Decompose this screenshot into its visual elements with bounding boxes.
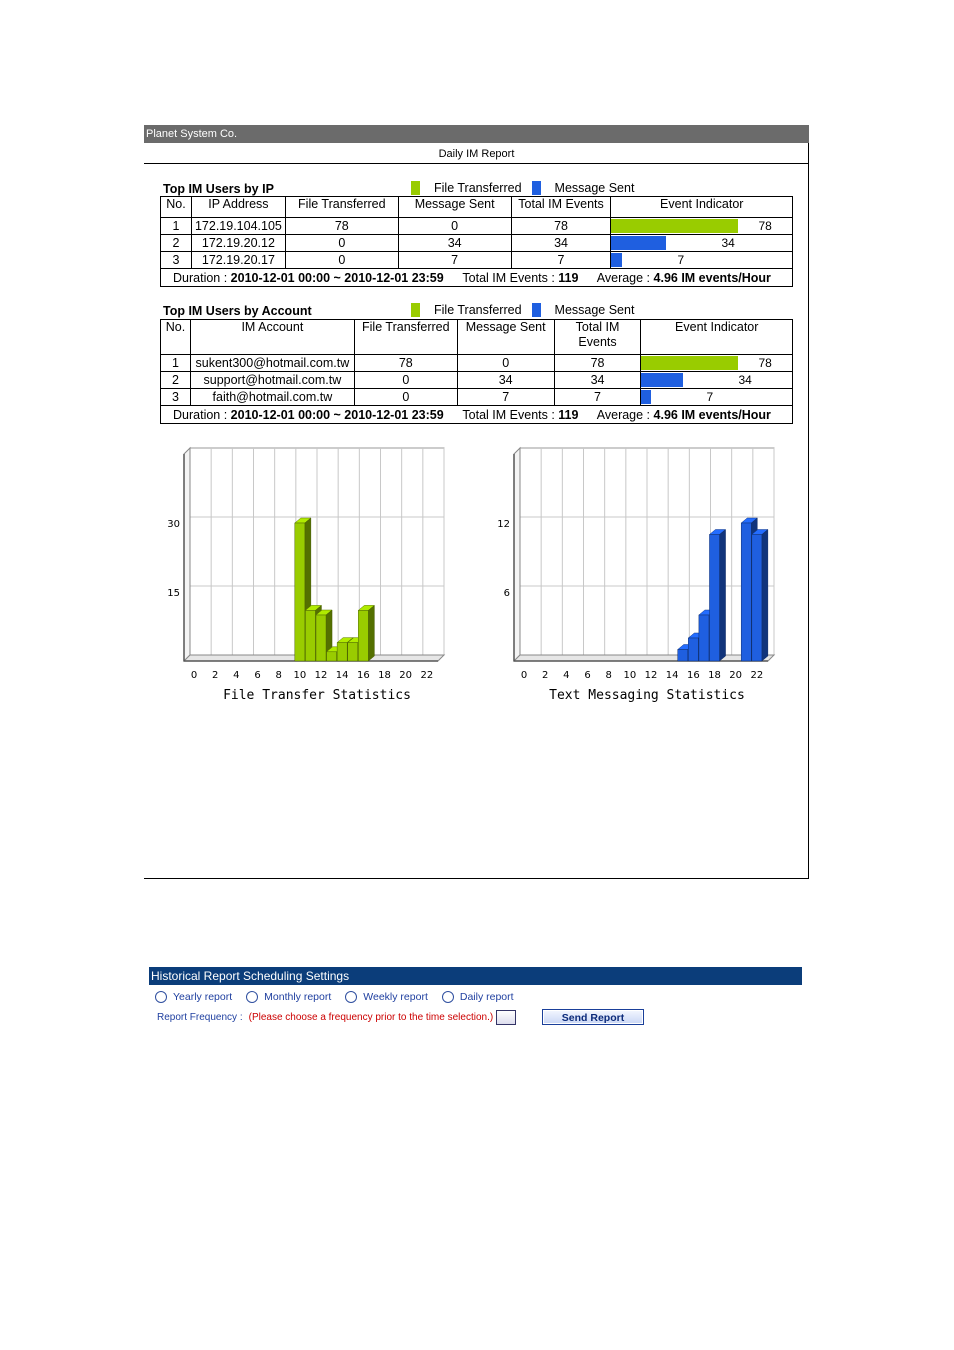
row-file: 0 [354,389,457,406]
event-indicator-value: 7 [706,390,714,404]
average-value: 4.96 IM events/Hour [653,407,771,422]
row-msg: 34 [457,372,554,389]
table-row [161,218,793,235]
row-no: 1 [161,218,192,235]
daily-label: Daily report [459,991,514,1003]
average-value: 4.96 IM events/Hour [653,270,771,285]
x-tick-label: 20 [399,670,413,681]
event-indicator-bar [641,390,651,404]
event-indicator-value: 34 [738,373,752,387]
event-indicator-value: 7 [677,253,685,267]
table-row [161,389,793,406]
x-tick-label: 20 [729,670,743,681]
event-indicator-value: 78 [758,219,772,233]
chart-side-wall [184,448,190,661]
row-file: 0 [285,252,398,269]
chart-bar-front [316,615,326,661]
table-row [161,372,793,389]
y-tick-label: 12 [497,519,510,530]
col-header-total: Total IM Events [511,197,611,218]
chart-bar-front [358,610,368,661]
average-label: Average : [596,270,654,285]
chart-bar-front [348,643,358,661]
x-tick-label: 22 [750,670,764,681]
table-header-row [161,197,793,218]
row-total: 78 [511,218,611,235]
x-tick-label: 16 [686,670,700,681]
event-indicator-cell [641,389,793,406]
col-header-file: File Transferred [354,320,457,355]
col-header-no: No. [161,320,191,355]
report-title: Daily IM Report [144,143,809,164]
report-frequency-row [157,1010,516,1025]
col-header-msg: Message Sent [398,197,511,218]
row-no: 1 [161,355,191,372]
weekly-radio[interactable] [345,991,357,1003]
event-indicator-bar [611,219,738,233]
duration-cell [161,269,793,287]
total-label: Total IM Events : [462,270,559,285]
x-tick-label: 12 [314,670,328,681]
duration-label: Duration : [173,407,231,422]
row-id: sukent300@hotmail.com.tw [190,355,354,372]
x-tick-label: 8 [275,670,282,681]
average-label: Average : [596,407,654,422]
chart-bar-front [295,523,305,661]
chart-bar-front [709,535,719,662]
event-indicator-cell [641,355,793,372]
weekly-label: Weekly report [363,991,428,1003]
row-file: 78 [354,355,457,372]
row-file: 0 [285,235,398,252]
row-msg: 34 [398,235,511,252]
chart-bar-front [688,638,698,661]
table-header-row [161,320,793,355]
weekly-report-option[interactable] [345,991,428,1003]
y-tick-label: 30 [167,519,180,530]
monthly-radio[interactable] [246,991,258,1003]
chart-bar-front [678,650,688,662]
x-tick-label: 0 [520,670,528,681]
x-tick-label: 6 [254,670,261,681]
yearly-radio[interactable] [155,991,167,1003]
row-id: support@hotmail.com.tw [190,372,354,389]
col-header-total: Total IM Events [554,320,641,355]
monthly-report-option[interactable] [246,991,331,1003]
section-title-by-account: Top IM Users by Account [163,304,312,318]
chart-bar-front [741,523,751,661]
x-tick-label: 14 [665,670,679,681]
calendar-icon[interactable] [496,1010,516,1025]
legend-by-ip [411,181,644,195]
x-tick-label: 10 [293,670,307,681]
chart-bar [358,605,374,661]
x-tick-label: 14 [335,670,349,681]
row-no: 2 [161,372,191,389]
event-indicator-value: 34 [721,236,735,250]
frequency-note: (Please choose a frequency prior to the time selection.) [248,1012,494,1023]
daily-report-option[interactable] [442,991,514,1003]
send-report-button[interactable]: Send Report [542,1009,644,1025]
frequency-label: Report Frequency : [157,1012,243,1023]
chart-bar-front [699,615,709,661]
event-indicator-bar [611,253,622,267]
chart-side-wall [514,448,520,661]
duration-value: 2010-12-01 00:00 ~ 2010-12-01 23:59 [230,270,444,285]
event-indicator-bar [641,373,683,387]
duration-row [161,269,793,287]
row-total: 7 [554,389,641,406]
x-tick-label: 16 [356,670,370,681]
chart-bar-side [368,605,374,661]
file-transfer-chart [160,440,480,710]
section-title-by-ip: Top IM Users by IP [163,182,274,196]
legend-file-swatch [411,303,420,317]
x-tick-label: 2 [541,670,549,681]
duration-cell [161,406,793,424]
x-tick-label: 18 [708,670,721,681]
monthly-label: Monthly report [264,991,332,1003]
chart-bar-side [762,530,768,662]
row-total: 78 [554,355,641,372]
chart-title: File Transfer Statistics [223,688,411,703]
legend-msg-label: Message Sent [554,181,635,195]
legend-msg-swatch [532,303,541,317]
legend-file-label: File Transferred [434,181,522,195]
x-tick-label: 4 [233,670,240,681]
row-msg: 0 [457,355,554,372]
text-messaging-chart [490,440,810,710]
x-tick-label: 18 [378,670,391,681]
y-tick-label: 15 [167,588,180,599]
report-type-options [155,991,528,1003]
y-tick-label: 6 [503,588,510,599]
col-header-ip: IP Address [191,197,285,218]
yearly-label: Yearly report [173,991,233,1003]
col-header-no: No. [161,197,192,218]
col-header-indicator: Event Indicator [611,197,793,218]
x-tick-label: 10 [623,670,637,681]
total-value: 119 [558,407,579,422]
legend-file-swatch [411,181,420,195]
chart-floor [514,655,774,661]
row-msg: 0 [398,218,511,235]
row-msg: 7 [398,252,511,269]
event-indicator-cell [611,235,793,252]
legend-msg-swatch [532,181,541,195]
row-no: 2 [161,235,192,252]
legend-msg-label: Message Sent [554,303,635,317]
row-file: 78 [285,218,398,235]
row-id: faith@hotmail.com.tw [190,389,354,406]
daily-radio[interactable] [442,991,454,1003]
row-msg: 7 [457,389,554,406]
event-indicator-value: 78 [758,356,772,370]
chart-bar [752,530,768,662]
top-users-by-account-table [160,319,793,424]
x-tick-label: 2 [211,670,219,681]
legend-file-label: File Transferred [434,303,522,317]
table-row [161,355,793,372]
total-label: Total IM Events : [462,407,559,422]
yearly-report-option[interactable] [155,991,232,1003]
chart-bar-front [752,535,762,662]
col-header-indicator: Event Indicator [641,320,793,355]
row-file: 0 [354,372,457,389]
col-header-account: IM Account [190,320,354,355]
row-id: 172.19.20.17 [191,252,285,269]
legend-by-account [411,303,644,317]
chart-bar-side [720,530,726,662]
chart-bar-front [305,610,315,661]
row-id: 172.19.104.105 [191,218,285,235]
duration-value: 2010-12-01 00:00 ~ 2010-12-01 23:59 [230,407,444,422]
row-total: 7 [511,252,611,269]
event-indicator-bar [641,356,738,370]
x-tick-label: 8 [605,670,612,681]
total-value: 119 [558,270,579,285]
x-tick-label: 6 [584,670,591,681]
table-row [161,235,793,252]
chart-bar [709,530,725,662]
x-tick-label: 22 [420,670,434,681]
event-indicator-bar [611,236,666,250]
top-users-by-ip-table [160,196,793,287]
row-total: 34 [554,372,641,389]
chart-title: Text Messaging Statistics [549,688,745,703]
event-indicator-cell [611,218,793,235]
duration-label: Duration : [173,270,231,285]
duration-row [161,406,793,424]
scheduling-settings-header: Historical Report Scheduling Settings [149,967,802,985]
col-header-msg: Message Sent [457,320,554,355]
event-indicator-cell [641,372,793,389]
table-row [161,252,793,269]
row-no: 3 [161,252,192,269]
chart-bar-front [327,652,337,661]
col-header-file: File Transferred [285,197,398,218]
row-total: 34 [511,235,611,252]
chart-bar-front [337,643,347,661]
x-tick-label: 12 [644,670,658,681]
company-title-bar: Planet System Co. [144,125,809,143]
x-tick-label: 4 [563,670,570,681]
row-no: 3 [161,389,191,406]
row-id: 172.19.20.12 [191,235,285,252]
x-tick-label: 0 [190,670,198,681]
event-indicator-cell [611,252,793,269]
